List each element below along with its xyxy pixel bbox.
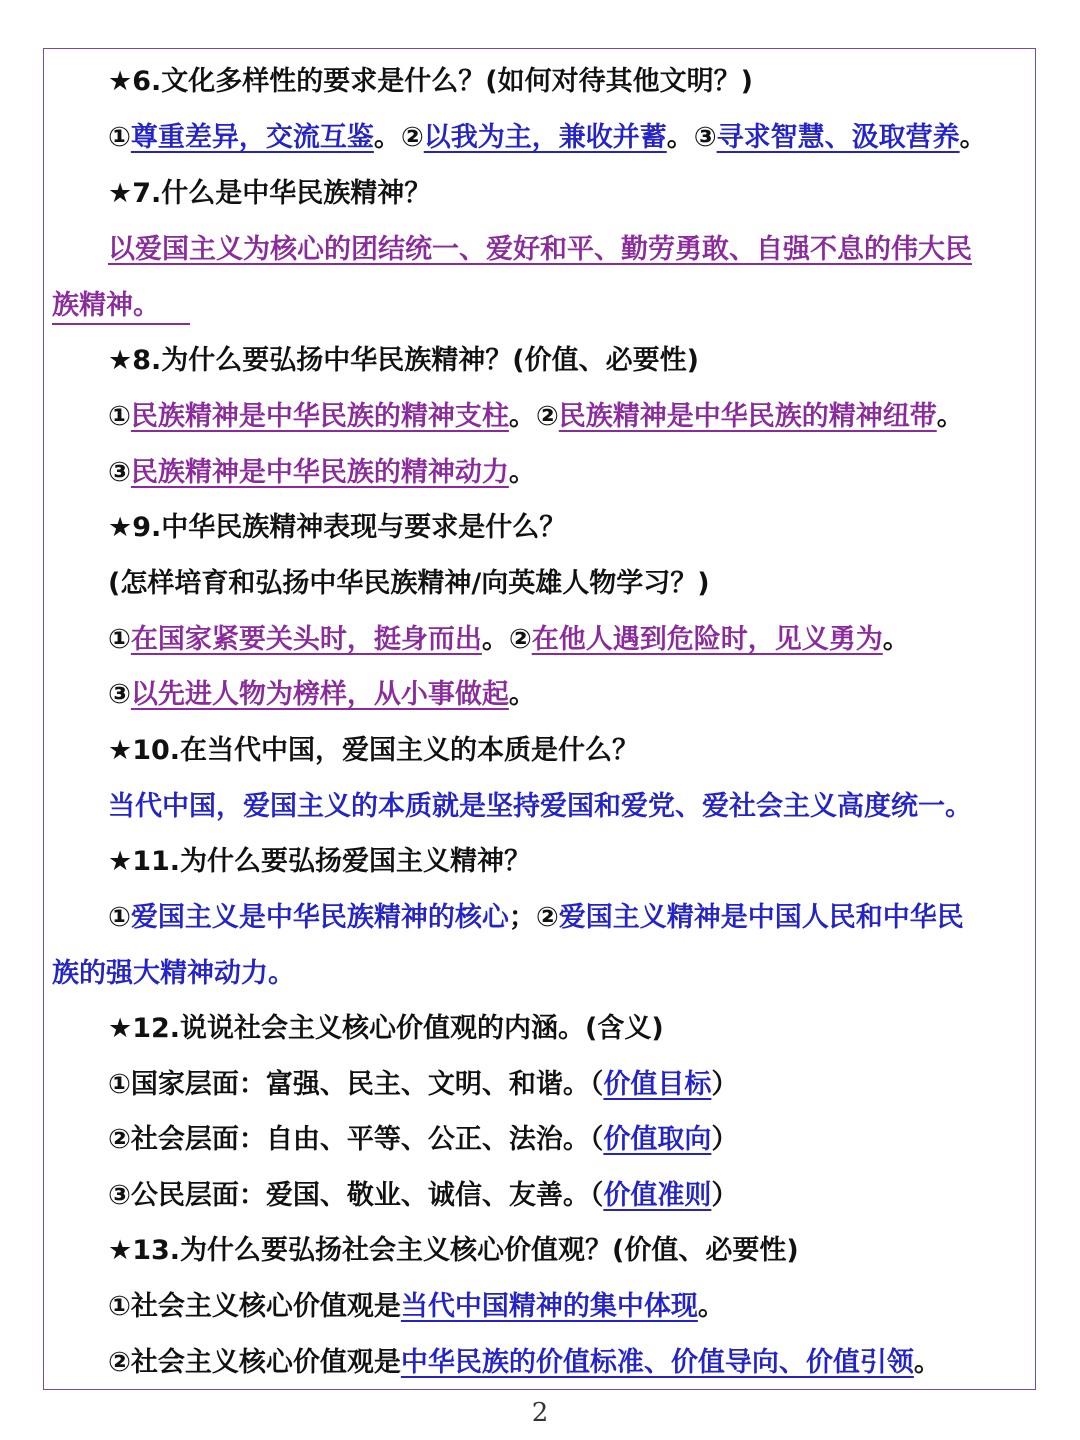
question-7-answer-line-1: 以爱国主义为核心的团结统一、爱好和平、勤劳勇敢、自强不息的伟大民 bbox=[108, 234, 972, 265]
question-13-title: ★13.为什么要弘扬社会主义核心价值观？(价值、必要性) bbox=[108, 1235, 799, 1266]
question-13-item bbox=[108, 1287, 1034, 1327]
q9-answer-3: 以先进人物为榜样，从小事做起 bbox=[130, 679, 509, 710]
q13-item-end: 。 bbox=[913, 1347, 941, 1378]
q12-item-close: ） bbox=[711, 1069, 739, 1100]
q9-num-1: ① bbox=[108, 624, 131, 655]
question-9-subtitle: (怎样培育和弘扬中华民族精神/向英雄人物学习？) bbox=[108, 568, 710, 599]
q13-item-end: 。 bbox=[697, 1291, 725, 1322]
q9-answer-1: 在国家紧要关头时，挺身而出 bbox=[130, 624, 482, 655]
question-10-answer: 当代中国，爱国主义的本质就是坚持爱国和爱党、爱社会主义高度统一。 bbox=[108, 791, 972, 822]
q6-num-1: ① bbox=[108, 122, 131, 153]
question-7-title: ★7.什么是中华民族精神？ bbox=[108, 178, 432, 209]
q12-item-text: ③公民层面：爱国、敬业、诚信、友善。（ bbox=[108, 1180, 604, 1211]
q8-num-2: 。② bbox=[508, 401, 559, 432]
q8-end-2: 。 bbox=[508, 457, 536, 488]
q6-answer-3: 寻求智慧、汲取营养 bbox=[716, 122, 960, 153]
question-12-item bbox=[108, 1065, 1034, 1105]
question-8-answer-line-2 bbox=[108, 453, 1034, 493]
q12-item-tag: 价值取向 bbox=[603, 1124, 712, 1155]
q6-end: 。 bbox=[959, 122, 987, 153]
page-number: 2 bbox=[531, 1398, 549, 1428]
q13-item-answer: 中华民族的价值标准、价值导向、价值引领 bbox=[400, 1347, 914, 1378]
q8-num-3: ③ bbox=[108, 457, 131, 488]
question-11-answer-line-1 bbox=[108, 898, 1034, 938]
question-10-title: ★10.在当代中国，爱国主义的本质是什么？ bbox=[108, 735, 640, 766]
question-12-title: ★12.说说社会主义核心价值观的内涵。(含义) bbox=[108, 1013, 664, 1044]
question-9-answer-line-1 bbox=[108, 620, 1034, 660]
q13-item-text: ②社会主义核心价值观是 bbox=[108, 1347, 401, 1378]
question-9-title: ★9.中华民族精神表现与要求是什么？ bbox=[108, 512, 567, 543]
q12-item-close: ） bbox=[711, 1124, 739, 1155]
q13-item-text: ①社会主义核心价值观是 bbox=[108, 1291, 401, 1322]
question-11-title: ★11.为什么要弘扬爱国主义精神？ bbox=[108, 846, 532, 877]
q9-num-2: 。② bbox=[481, 624, 532, 655]
question-13-item bbox=[108, 1343, 1034, 1383]
q9-end-2: 。 bbox=[508, 679, 536, 710]
q6-num-2: 。② bbox=[373, 122, 424, 153]
q6-answer-2: 以我为主，兼收并蓄 bbox=[423, 122, 667, 153]
q12-item-close: ） bbox=[711, 1180, 739, 1211]
q8-answer-2: 民族精神是中华民族的精神纽带 bbox=[558, 401, 937, 432]
q8-answer-1: 民族精神是中华民族的精神支柱 bbox=[130, 401, 509, 432]
q12-item-text: ②社会层面：自由、平等、公正、法治。（ bbox=[108, 1124, 604, 1155]
q7-line2-text: 族精神。 bbox=[52, 290, 190, 325]
question-9-answer-line-2 bbox=[108, 675, 1034, 715]
question-8-answer-line-1 bbox=[108, 397, 1034, 437]
q6-answer-1: 尊重差异，交流互鉴 bbox=[130, 122, 374, 153]
q11-answer-1: 爱国主义是中华民族精神的核心 bbox=[130, 902, 509, 933]
q9-num-3: ③ bbox=[108, 679, 131, 710]
q12-item-text: ①国家层面：富强、民主、文明、和谐。（ bbox=[108, 1069, 604, 1100]
q8-end-1: 。 bbox=[936, 401, 964, 432]
q12-item-tag: 价值目标 bbox=[603, 1069, 712, 1100]
question-11-answer-line-2: 族的强大精神动力。 bbox=[52, 958, 295, 989]
q8-answer-3: 民族精神是中华民族的精神动力 bbox=[130, 457, 509, 488]
question-6-answer bbox=[108, 118, 1034, 158]
q11-num-1: ① bbox=[108, 902, 131, 933]
q11-num-2: ；② bbox=[508, 902, 559, 933]
q13-item-answer: 当代中国精神的集中体现 bbox=[400, 1291, 698, 1322]
question-8-title: ★8.为什么要弘扬中华民族精神？(价值、必要性) bbox=[108, 345, 699, 376]
q9-answer-2: 在他人遇到危险时，见义勇为 bbox=[531, 624, 883, 655]
q6-num-3: 。③ bbox=[666, 122, 717, 153]
q8-num-1: ① bbox=[108, 401, 131, 432]
question-12-item bbox=[108, 1176, 1034, 1216]
question-6-title: ★6.文化多样性的要求是什么？(如何对待其他文明？) bbox=[108, 66, 753, 97]
question-12-item bbox=[108, 1120, 1034, 1160]
question-7-answer-line-2 bbox=[52, 286, 1034, 326]
q12-item-tag: 价值准则 bbox=[603, 1180, 712, 1211]
q11-answer-2: 爱国主义精神是中国人民和中华民 bbox=[558, 902, 964, 933]
q9-end-1: 。 bbox=[882, 624, 910, 655]
